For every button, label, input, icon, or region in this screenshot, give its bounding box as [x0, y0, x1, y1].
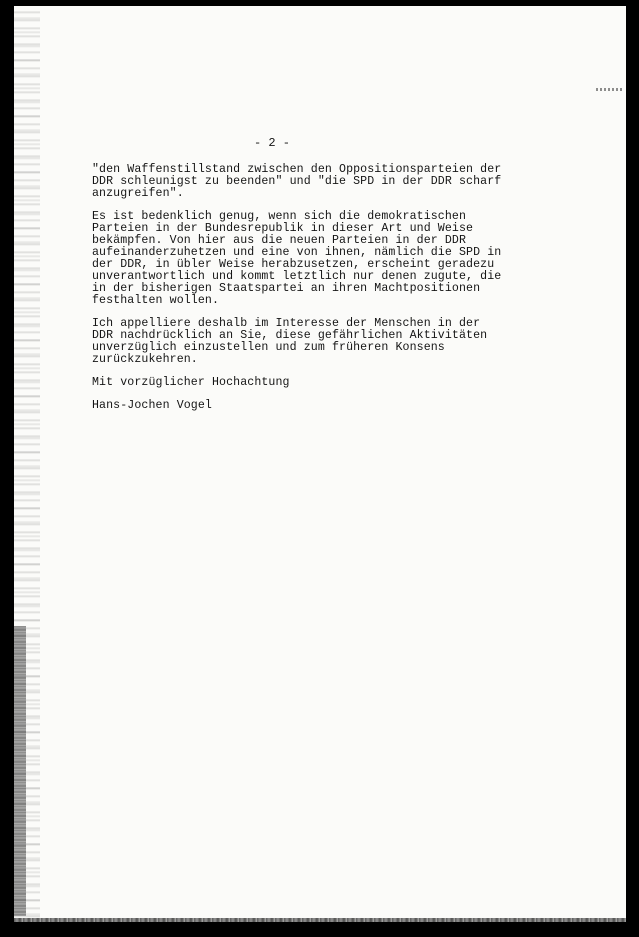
- scan-bottom-edge: [14, 918, 626, 922]
- paragraph-quote: [92, 164, 612, 200]
- text-line: unverantwortlich und kommt letztlich nur denen zugute, die: [92, 270, 502, 283]
- letter-body: [92, 164, 612, 423]
- document-page: [14, 6, 626, 922]
- text-line: bekämpfen. Von hier aus die neuen Parteien in der DDR: [92, 234, 467, 247]
- paragraph-appeal: [92, 318, 612, 366]
- text-line: "den Waffenstillstand zwischen den Oppositionsparteien der: [92, 163, 502, 176]
- text-line: DDR schleunigst zu beenden" und "die SPD in der DDR scharf: [92, 175, 502, 188]
- paragraph-concern: [92, 211, 612, 307]
- text-line: aufeinanderzuhetzen und eine von ihnen, nämlich die SPD in: [92, 246, 502, 259]
- scan-edge-shadow: [14, 626, 26, 916]
- text-line: festhalten wollen.: [92, 294, 220, 307]
- text-line: der DDR, in übler Weise herabzusetzen, erscheint geradezu: [92, 258, 495, 271]
- text-line: Ich appelliere deshalb im Interesse der Menschen in der: [92, 317, 481, 330]
- text-line: in der bisherigen Staatspartei an ihren Machtpositionen: [92, 282, 481, 295]
- text-line: Es ist bedenklich genug, wenn sich die demokratischen: [92, 210, 467, 223]
- text-line: Hans-Jochen Vogel: [92, 399, 212, 412]
- text-line: Parteien in der Bundesrepublik in dieser Art und Weise: [92, 222, 474, 235]
- text-line: zurückzukehren.: [92, 353, 198, 366]
- text-line: DDR nachdrücklich an Sie, diese gefährlichen Aktivitäten: [92, 329, 488, 342]
- text-line: Mit vorzüglicher Hochachtung: [92, 376, 290, 389]
- text-line: anzugreifen".: [92, 187, 184, 200]
- signature-name: [92, 400, 612, 412]
- scan-mark: [596, 88, 622, 91]
- text-line: unverzüglich einzustellen und zum früheren Konsens: [92, 341, 445, 354]
- page-number: - 2 -: [254, 136, 291, 150]
- closing-salutation: [92, 377, 612, 389]
